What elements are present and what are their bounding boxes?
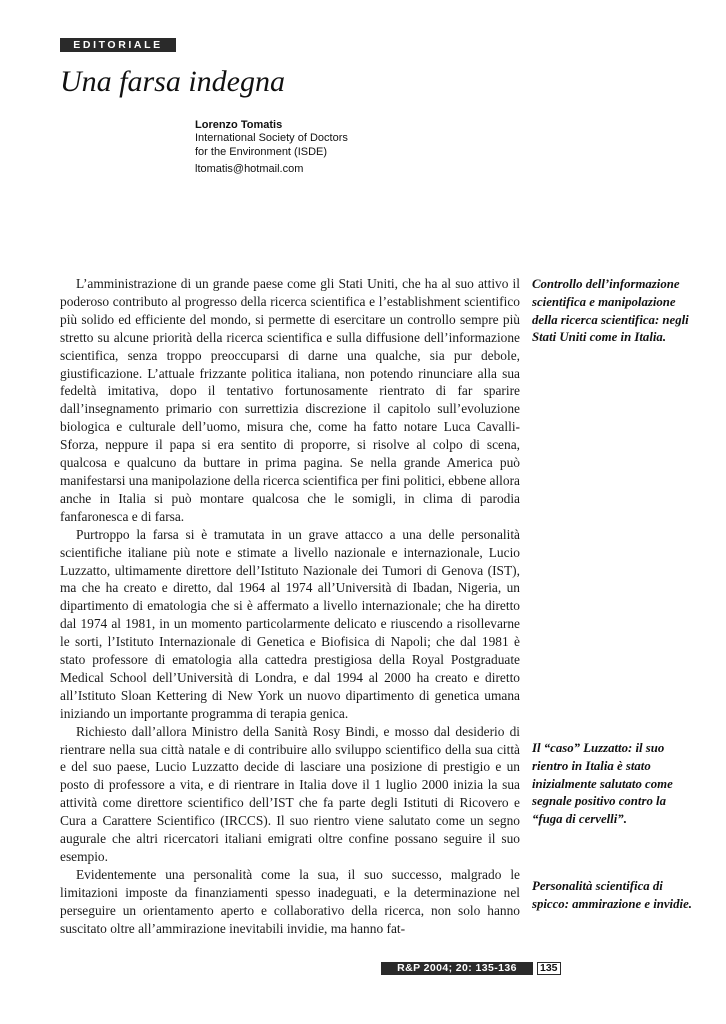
journal-reference: R&P 2004; 20: 135-136 <box>381 962 533 975</box>
body-paragraph-4: Evidentemente una personalità come la sua, il suo successo, malgrado le limitazioni imposte da finanziamenti spesso inadeguati, e la determinazione nel perseguire un orientamento aperto e collaborativo della ricerca, non solo hanno suscitato oltre all’ammirazione inevitabili invidie, ma hanno fat- <box>60 866 520 936</box>
article-body <box>60 275 520 938</box>
author-name: Lorenzo Tomatis <box>195 119 283 131</box>
body-paragraph-1: L’amministrazione di un grande paese come gli Stati Uniti, che ha al suo attivo il poderoso contributo al progresso della ricerca scientifica e l’establishment scientifico più solido ed efficiente del mondo, si permette di esercitare un controllo sempre più stretto su alcune priorità della ricerca scientifica e sulla diffusione dell’informazione scientifica, senza troppo preoccuparsi di darne una qualche, sia pur debole, giustificazione. L’attuale frizzante politica italiana, non potendo rinunciare alla sua fedeltà imitativa, dopo il tentativo fortunosamente rientrato di far sparire dall’insegnamento primario con surrettizia discrezione il capitolo sull’evoluzione biologica e culturale dell’uomo, misura che, come ha fatto notare Luca Cavalli-Sforza, neppure il papa si era sentito di proporre, si risolve al colpo di scena, qualcosa e qualcuno da buttare in prima pagina. Se nella grande America può manifestarsi una manipolazione della ricerca scientifica per fini politici, ebbene allora anche in Italia si può montare qualcosa che le somigli, in clima di parodia fanfaronesca e di farsa. <box>60 276 520 524</box>
author-block <box>195 119 415 177</box>
section-label: EDITORIALE <box>60 38 176 52</box>
author-affiliation-line-1: International Society of Doctors <box>195 132 348 145</box>
body-paragraph-2: Purtroppo la farsa si è tramutata in un grave attacco a una delle personalità scientifiche italiane più note e stimate a livello nazionale e internazionale, Lucio Luzzatto, ultimamente direttore dell’Istituto Nazionale dei Tumori di Genova (IST), ma che ha creato e diretto, dal 1964 al 1974 all’Università di Ibadan, Nigeria, un dipartimento di ematologia che si è affermato a livello internazionale; che ha diretto dal 1974 al 1981, in un momento particolarmente delicato e riuscendo a risollevarne le sorti, l’Istituto Internazionale di Genetica e Biofisica di Napoli; che dal 1981 è stato professore di ematologia alla cattedra prestigiosa della Royal Postgraduate Medical School dell’Università di Londra, e dal 1994 al 2000 ha creato e diretto all’Istituto Sloan Kettering di New York un nuovo dipartimento di genetica umana iniziando un importante programma di terapia genica. <box>60 526 520 721</box>
article-title: Una farsa indegna <box>60 65 285 98</box>
author-affiliation-line-2: for the Environment (ISDE) <box>195 145 328 158</box>
page-number: 135 <box>537 962 561 975</box>
sidenote-2: Il “caso” Luzzatto: il suo rientro in Italia è stato inizialmente salutato come segnale positivo contro la “fuga di cervelli”. <box>532 741 673 827</box>
author-email[interactable]: ltomatis@hotmail.com <box>195 163 304 176</box>
sidenote-3: Personalità scientifica di spicco: ammirazione e invidie. <box>532 879 692 911</box>
sidenote-1: Controllo dell’informazione scientifica e manipolazione della ricerca scientifica: negli Stati Uniti come in Italia. <box>532 277 689 345</box>
body-paragraph-3: Richiesto dall’allora Ministro della Sanità Rosy Bindi, e mosso dal desiderio di rientrare nella sua città natale e di contribuire allo sviluppo scientifico della sua città e del suo paese, Lucio Luzzatto decide di lasciare una posizione di prestigio e un posto di professore a vita, e di rientrare in Italia dove il 1 luglio 2000 inizia la sua attività come direttore scientifico dell’IST che fa parte degli Istituti di Ricovero e Cura a Carattere Scientifico (IRCCS). Il suo rientro viene salutato come un segno augurale che altri ricercatori italiani emigrati oltre confine possano seguire il suo esempio. <box>60 723 520 864</box>
page-footer <box>381 962 561 975</box>
